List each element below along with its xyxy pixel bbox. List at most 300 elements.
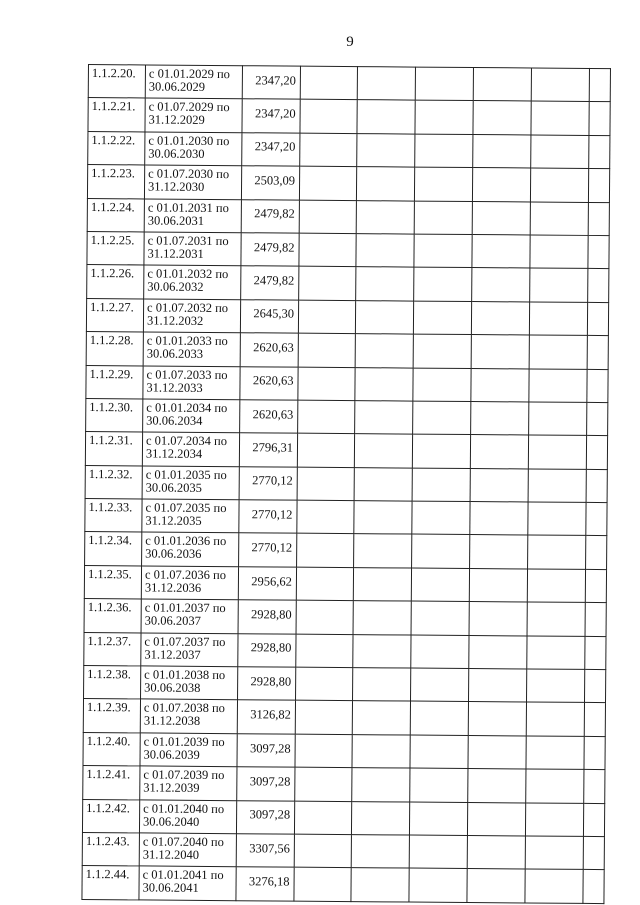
empty-cell (297, 500, 354, 534)
table-row (84, 666, 606, 703)
empty-cell (414, 167, 472, 201)
period-start: с 01.07.2033 по (146, 366, 228, 382)
table-row (87, 265, 609, 302)
period-end: 30.06.2032 (147, 279, 204, 295)
table-row (86, 332, 608, 369)
period-end: 31.12.2034 (145, 446, 203, 462)
table-row (83, 732, 605, 769)
period-start: с 01.01.2036 по (145, 533, 227, 549)
empty-cell (353, 668, 411, 702)
empty-cell (472, 234, 530, 268)
empty-cell (586, 436, 607, 470)
period-start: с 01.07.2038 по (143, 700, 225, 716)
period-start: с 01.07.2031 по (147, 233, 229, 249)
empty-cell (409, 802, 467, 836)
period-start: с 01.01.2031 по (147, 200, 229, 215)
table-row (88, 131, 610, 168)
period-end: 30.06.2040 (143, 814, 200, 829)
table-row (83, 699, 605, 736)
empty-cell (299, 233, 356, 267)
table-row (82, 799, 604, 836)
period-cell (145, 65, 242, 99)
empty-cell (412, 434, 470, 468)
value-cell: 2770,12 (239, 466, 297, 500)
period-end: 30.06.2030 (148, 146, 205, 161)
empty-cell (355, 300, 413, 334)
empty-cell (409, 868, 467, 902)
value-cell: 2620,63 (240, 333, 298, 367)
empty-cell (526, 702, 584, 736)
table-row (82, 832, 604, 869)
row-number-cell: 1.1.2.41. (83, 766, 140, 800)
empty-cell (471, 335, 529, 369)
empty-cell (300, 133, 357, 167)
period-cell (140, 733, 237, 767)
empty-cell (527, 569, 585, 603)
empty-cell (413, 401, 471, 435)
row-number-cell: 1.1.2.23. (87, 165, 144, 199)
value-cell: 3307,56 (236, 834, 294, 868)
period-cell (140, 699, 237, 733)
empty-cell (411, 568, 469, 602)
empty-cell (529, 335, 587, 369)
empty-cell (299, 166, 356, 200)
tariff-table-container (81, 64, 611, 904)
empty-cell (587, 402, 608, 436)
period-cell (141, 633, 238, 667)
empty-cell (526, 736, 584, 770)
period-start: с 01.01.2029 по (148, 66, 230, 82)
empty-cell (356, 267, 414, 301)
empty-cell (297, 433, 354, 467)
empty-cell (355, 367, 413, 401)
row-number-cell: 1.1.2.27. (86, 298, 143, 332)
period-start: с 01.01.2039 по (143, 734, 225, 749)
empty-cell (586, 503, 607, 537)
empty-cell (357, 100, 415, 134)
period-end: 30.06.2038 (144, 680, 201, 695)
empty-cell (296, 634, 353, 668)
empty-cell (413, 368, 471, 402)
period-start: с 01.01.2035 по (145, 467, 227, 482)
empty-cell (294, 868, 351, 902)
empty-cell (589, 68, 610, 102)
empty-cell (531, 68, 589, 102)
empty-cell (526, 769, 584, 803)
empty-cell (587, 336, 608, 370)
empty-cell (412, 468, 470, 502)
row-number-cell: 1.1.2.42. (82, 799, 139, 833)
value-cell: 2928,80 (238, 600, 296, 634)
empty-cell (356, 167, 414, 201)
table-row (87, 165, 609, 202)
empty-cell (412, 535, 470, 569)
period-cell (145, 132, 242, 166)
table-row (84, 565, 606, 602)
empty-cell (589, 135, 610, 169)
empty-cell (525, 836, 583, 870)
value-cell: 2956,62 (238, 567, 296, 601)
period-start: с 01.01.2037 по (144, 600, 226, 616)
period-cell (142, 466, 239, 500)
period-cell (141, 666, 238, 700)
row-number-cell: 1.1.2.20. (88, 65, 145, 99)
row-number-cell: 1.1.2.22. (88, 131, 145, 165)
empty-cell (468, 702, 526, 736)
period-end: 30.06.2037 (144, 613, 201, 629)
empty-cell (351, 868, 409, 902)
period-cell (142, 432, 239, 466)
period-start: с 01.07.2035 по (145, 500, 227, 516)
row-number-cell: 1.1.2.37. (84, 632, 141, 666)
empty-cell (296, 667, 353, 701)
period-start: с 01.07.2030 по (148, 166, 230, 182)
empty-cell (414, 201, 472, 235)
empty-cell (530, 202, 588, 236)
empty-cell (300, 66, 357, 100)
empty-cell (353, 634, 411, 668)
empty-cell (414, 267, 472, 301)
period-cell (143, 399, 240, 433)
table-row (86, 298, 608, 335)
period-start: с 01.01.2034 по (146, 400, 228, 416)
table-row (87, 231, 609, 268)
empty-cell (588, 235, 609, 269)
empty-cell (588, 169, 609, 203)
empty-cell (587, 369, 608, 403)
empty-cell (415, 67, 473, 101)
empty-cell (410, 735, 468, 769)
empty-cell (295, 734, 352, 768)
value-cell: 3097,28 (236, 800, 294, 834)
value-cell: 2503,09 (241, 166, 299, 200)
table-row (88, 98, 610, 135)
empty-cell (585, 569, 606, 603)
empty-cell (351, 835, 409, 869)
row-number-cell: 1.1.2.28. (86, 332, 143, 366)
empty-cell (470, 502, 528, 536)
value-cell: 2479,82 (241, 199, 299, 233)
empty-cell (469, 669, 527, 703)
row-number-cell: 1.1.2.29. (86, 365, 143, 399)
value-cell: 2928,80 (238, 633, 296, 667)
empty-cell (352, 701, 410, 735)
empty-cell (411, 635, 469, 669)
empty-cell (530, 235, 588, 269)
empty-cell (468, 769, 526, 803)
value-cell: 2796,31 (239, 433, 297, 467)
empty-cell (295, 767, 352, 801)
empty-cell (357, 133, 415, 167)
period-cell (142, 532, 239, 566)
value-cell: 3097,28 (237, 767, 295, 801)
empty-cell (413, 334, 471, 368)
empty-cell (413, 301, 471, 335)
row-number-cell: 1.1.2.24. (87, 198, 144, 232)
empty-cell (471, 401, 529, 435)
empty-cell (525, 803, 583, 837)
table-row (85, 432, 607, 469)
empty-cell (356, 234, 414, 268)
value-cell: 2347,20 (242, 132, 300, 166)
empty-cell (527, 602, 585, 636)
empty-cell (294, 801, 351, 835)
empty-cell (415, 100, 473, 134)
empty-cell (585, 636, 606, 670)
empty-cell (527, 636, 585, 670)
empty-cell (299, 200, 356, 234)
empty-cell (410, 701, 468, 735)
period-cell (144, 165, 241, 199)
period-cell (143, 365, 240, 399)
period-start: с 01.01.2038 по (144, 667, 226, 683)
empty-cell (473, 68, 531, 102)
empty-cell (530, 168, 588, 202)
empty-cell (469, 635, 527, 669)
empty-cell (528, 469, 586, 503)
value-cell: 2347,20 (242, 99, 300, 133)
empty-cell (411, 601, 469, 635)
empty-cell (467, 835, 525, 869)
row-number-cell: 1.1.2.31. (85, 432, 142, 466)
value-cell: 3276,18 (236, 867, 294, 901)
period-end: 30.06.2036 (145, 546, 202, 562)
empty-cell (297, 534, 354, 568)
empty-cell (472, 268, 530, 302)
table-row (83, 766, 605, 803)
empty-cell (357, 67, 415, 101)
row-number-cell: 1.1.2.36. (84, 599, 141, 633)
empty-cell (528, 435, 586, 469)
empty-cell (471, 301, 529, 335)
empty-cell (467, 869, 525, 903)
empty-cell (298, 333, 355, 367)
period-end: 31.12.2029 (148, 112, 205, 128)
empty-cell (354, 467, 412, 501)
value-cell: 2347,20 (242, 66, 300, 100)
empty-cell (525, 869, 583, 903)
period-end: 30.06.2039 (143, 747, 200, 762)
empty-cell (526, 669, 584, 703)
period-start: с 01.07.2034 по (145, 433, 228, 449)
period-start: с 01.07.2036 по (144, 567, 227, 582)
empty-cell (351, 801, 409, 835)
table-row (85, 499, 607, 536)
table-row (87, 198, 609, 235)
row-number-cell: 1.1.2.38. (84, 666, 141, 700)
empty-cell (415, 134, 473, 168)
empty-cell (294, 834, 351, 868)
row-number-cell: 1.1.2.34. (85, 532, 142, 566)
period-end: 31.12.2040 (142, 847, 200, 862)
empty-cell (352, 768, 410, 802)
value-cell: 2770,12 (239, 533, 297, 567)
row-number-cell: 1.1.2.26. (87, 265, 144, 299)
empty-cell (410, 768, 468, 802)
period-start: с 01.01.2041 по (142, 867, 224, 883)
period-end: 31.12.2033 (146, 379, 203, 395)
value-cell: 2479,82 (241, 266, 299, 300)
row-number-cell: 1.1.2.32. (85, 465, 142, 499)
period-end: 30.06.2041 (142, 880, 199, 896)
period-end: 30.06.2029 (148, 79, 206, 94)
empty-cell (588, 202, 609, 236)
period-cell (141, 599, 238, 633)
period-end: 30.06.2031 (147, 213, 205, 228)
empty-cell (297, 467, 354, 501)
period-cell (139, 833, 236, 867)
period-end: 31.12.2039 (143, 780, 200, 796)
period-start: с 01.07.2040 по (142, 834, 224, 850)
period-end: 31.12.2036 (144, 580, 202, 595)
row-number-cell: 1.1.2.35. (84, 565, 141, 599)
period-end: 31.12.2037 (144, 647, 201, 662)
page-number: 9 (346, 34, 354, 50)
empty-cell (354, 434, 412, 468)
empty-cell (298, 400, 355, 434)
empty-cell (412, 501, 470, 535)
empty-cell (528, 535, 586, 569)
period-cell (144, 265, 241, 299)
row-number-cell: 1.1.2.40. (83, 732, 140, 766)
period-end: 31.12.2038 (143, 713, 201, 729)
empty-cell (469, 568, 527, 602)
period-start: с 01.07.2037 по (144, 634, 226, 649)
empty-cell (356, 200, 414, 234)
empty-cell (414, 234, 472, 268)
empty-cell (411, 668, 469, 702)
value-cell: 3126,82 (237, 700, 295, 734)
row-number-cell: 1.1.2.44. (82, 866, 139, 900)
empty-cell (470, 468, 528, 502)
empty-cell (470, 435, 528, 469)
table-row (86, 365, 608, 402)
empty-cell (530, 268, 588, 302)
value-cell: 2645,30 (240, 299, 298, 333)
empty-cell (587, 302, 608, 336)
empty-cell (529, 402, 587, 436)
value-cell: 3097,28 (237, 734, 295, 768)
period-cell (141, 566, 238, 600)
value-cell: 2479,82 (241, 233, 299, 267)
empty-cell (528, 502, 586, 536)
empty-cell (473, 101, 531, 135)
period-cell (139, 800, 236, 834)
value-cell: 2620,63 (240, 400, 298, 434)
period-end: 31.12.2032 (146, 313, 204, 328)
period-start: с 01.01.2032 по (147, 266, 229, 282)
row-number-cell: 1.1.2.25. (87, 231, 144, 265)
empty-cell (353, 601, 411, 635)
row-number-cell: 1.1.2.33. (85, 499, 142, 533)
period-end: 30.06.2034 (146, 413, 203, 428)
tariff-table (81, 64, 611, 904)
empty-cell (354, 501, 412, 535)
empty-cell (354, 534, 412, 568)
empty-cell (468, 735, 526, 769)
empty-cell (529, 302, 587, 336)
period-cell (142, 499, 239, 533)
table-row (82, 866, 604, 903)
period-cell (144, 232, 241, 266)
empty-cell (531, 135, 589, 169)
empty-cell (473, 134, 531, 168)
period-cell (143, 332, 240, 366)
empty-cell (584, 669, 605, 703)
period-end: 31.12.2030 (147, 179, 205, 195)
empty-cell (586, 536, 607, 570)
period-end: 30.06.2033 (146, 346, 204, 362)
empty-cell (355, 334, 413, 368)
table-body (82, 65, 611, 904)
table-row (85, 532, 607, 569)
empty-cell (472, 168, 530, 202)
period-start: с 01.07.2032 по (147, 300, 229, 315)
empty-cell (470, 535, 528, 569)
period-cell (145, 98, 242, 132)
period-cell (144, 199, 241, 233)
period-cell (143, 299, 240, 333)
table-row (86, 398, 608, 435)
empty-cell (469, 602, 527, 636)
empty-cell (353, 567, 411, 601)
row-number-cell: 1.1.2.21. (88, 98, 145, 132)
period-end: 31.12.2035 (145, 513, 202, 528)
empty-cell (296, 600, 353, 634)
period-start: с 01.01.2033 по (146, 333, 228, 349)
table-row (84, 599, 606, 636)
table-row (84, 632, 606, 669)
empty-cell (586, 469, 607, 503)
row-number-cell: 1.1.2.39. (83, 699, 140, 733)
empty-cell (583, 870, 604, 904)
empty-cell (583, 836, 604, 870)
table-row (85, 465, 607, 502)
empty-cell (585, 603, 606, 637)
empty-cell (296, 567, 353, 601)
row-number-cell: 1.1.2.43. (82, 832, 139, 866)
empty-cell (355, 401, 413, 435)
table-row (88, 65, 610, 102)
empty-cell (589, 102, 610, 136)
empty-cell (531, 101, 589, 135)
empty-cell (583, 803, 604, 837)
empty-cell (584, 736, 605, 770)
empty-cell (300, 100, 357, 134)
period-start: с 01.01.2040 по (143, 801, 225, 816)
empty-cell (588, 269, 609, 303)
period-start: с 01.07.2029 по (148, 99, 230, 115)
empty-cell (295, 701, 352, 735)
empty-cell (471, 368, 529, 402)
period-start: с 01.07.2039 по (143, 767, 225, 783)
period-start: с 01.01.2030 по (148, 133, 230, 148)
empty-cell (298, 300, 355, 334)
empty-cell (409, 835, 467, 869)
empty-cell (472, 201, 530, 235)
period-end: 31.12.2031 (147, 246, 204, 261)
value-cell: 2928,80 (238, 667, 296, 701)
empty-cell (467, 802, 525, 836)
empty-cell (299, 267, 356, 301)
empty-cell (529, 368, 587, 402)
empty-cell (352, 734, 410, 768)
value-cell: 2770,12 (239, 500, 297, 534)
empty-cell (584, 770, 605, 804)
empty-cell (298, 367, 355, 401)
empty-cell (584, 703, 605, 737)
period-cell (139, 866, 236, 900)
